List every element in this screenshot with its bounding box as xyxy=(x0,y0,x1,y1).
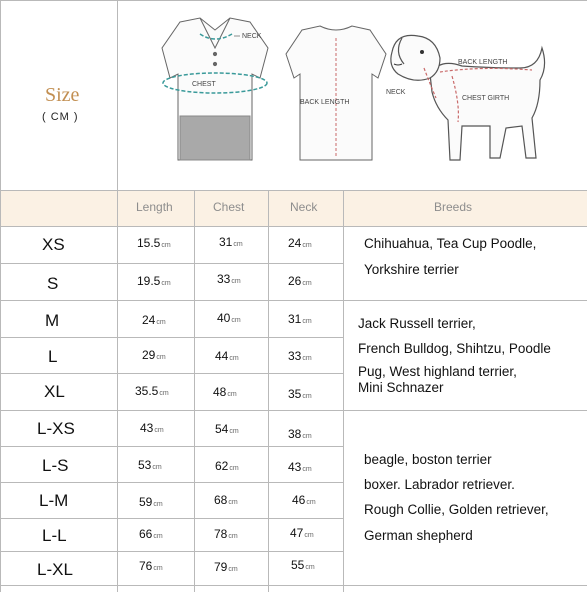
unit-label: ( CM ) xyxy=(42,111,79,123)
size-label: L-XL xyxy=(37,560,73,579)
size-label: L-L xyxy=(42,526,67,545)
dog-back-length-label: BACK LENGTH xyxy=(458,59,508,66)
chest-cell: 48cm xyxy=(213,385,237,399)
neck-cell: 55cm xyxy=(291,558,315,572)
divider xyxy=(0,226,587,227)
neck-cell: 38cm xyxy=(288,427,312,441)
chest-cell: 54cm xyxy=(215,422,239,436)
size-label: M xyxy=(45,311,60,330)
length-cell: 59cm xyxy=(139,495,163,509)
divider xyxy=(0,337,343,338)
divider xyxy=(0,410,587,411)
breed-text: boxer. Labrador retriever. xyxy=(364,477,515,492)
neck-label: NECK xyxy=(242,33,262,40)
divider xyxy=(0,373,343,374)
breed-text: German shepherd xyxy=(364,528,473,543)
divider xyxy=(0,518,343,519)
divider xyxy=(0,585,587,586)
neck-cell: 31cm xyxy=(288,312,312,326)
chest-cell: 78cm xyxy=(214,527,238,541)
size-label: XL xyxy=(44,382,65,401)
neck-cell: 33cm xyxy=(288,349,312,363)
neck-cell: 24cm xyxy=(288,236,312,250)
length-cell: 76cm xyxy=(139,559,163,573)
length-cell: 19.5cm xyxy=(137,274,171,288)
neck-cell: 46cm xyxy=(292,493,316,507)
chest-cell: 79cm xyxy=(214,560,238,574)
divider xyxy=(268,190,269,592)
length-cell: 53cm xyxy=(138,458,162,472)
divider xyxy=(0,0,587,1)
page-title: Size xyxy=(45,84,80,106)
divider xyxy=(0,446,343,447)
dog-chest-girth-label: CHEST GIRTH xyxy=(462,95,510,102)
divider xyxy=(343,190,344,592)
breed-text: Chihuahua, Tea Cup Poodle, xyxy=(364,236,537,251)
divider xyxy=(0,190,587,191)
back-length-label: BACK LENGTH xyxy=(300,99,350,106)
divider xyxy=(117,0,118,592)
length-cell: 15.5cm xyxy=(137,236,171,250)
breed-text: Yorkshire terrier xyxy=(364,262,459,277)
neck-cell: 47cm xyxy=(290,526,314,540)
divider xyxy=(0,300,587,301)
size-label: L-S xyxy=(42,456,69,475)
size-label: L xyxy=(48,347,58,366)
chest-label: CHEST xyxy=(192,81,216,88)
size-label: L-XS xyxy=(37,419,75,438)
chest-cell: 40cm xyxy=(217,311,241,325)
neck-cell: 26cm xyxy=(288,274,312,288)
size-label: L-M xyxy=(39,491,69,510)
divider xyxy=(194,190,195,592)
chest-cell: 68cm xyxy=(214,493,238,507)
breed-text: beagle, boston terrier xyxy=(364,452,492,467)
divider xyxy=(0,551,343,552)
length-cell: 66cm xyxy=(139,527,163,541)
divider xyxy=(0,0,1,592)
size-label: S xyxy=(47,274,59,293)
header-chest: Chest xyxy=(213,200,245,214)
chest-cell: 31cm xyxy=(219,235,243,249)
length-cell: 35.5cm xyxy=(135,384,169,398)
header-breeds: Breeds xyxy=(434,200,473,214)
dog-neck-label: NECK xyxy=(386,89,406,96)
neck-cell: 43cm xyxy=(288,460,312,474)
length-cell: 24cm xyxy=(142,313,166,327)
breed-text: Pug, West highland terrier, xyxy=(358,364,517,379)
divider xyxy=(0,482,343,483)
header-length: Length xyxy=(136,200,173,214)
measurement-illustration xyxy=(140,8,580,180)
header-neck: Neck xyxy=(290,200,318,214)
breed-text: Rough Collie, Golden retriever, xyxy=(364,502,549,517)
length-cell: 43cm xyxy=(140,421,164,435)
size-label: XS xyxy=(42,235,65,254)
chest-cell: 62cm xyxy=(215,459,239,473)
chest-cell: 33cm xyxy=(217,272,241,286)
chest-cell: 44cm xyxy=(215,349,239,363)
breed-text: Jack Russell terrier, xyxy=(358,316,476,331)
breed-text: French Bulldog, Shihtzu, Poodle xyxy=(358,341,551,356)
length-cell: 29cm xyxy=(142,348,166,362)
breed-text: Mini Schnazer xyxy=(358,380,444,395)
divider xyxy=(0,263,343,264)
neck-cell: 35cm xyxy=(288,387,312,401)
